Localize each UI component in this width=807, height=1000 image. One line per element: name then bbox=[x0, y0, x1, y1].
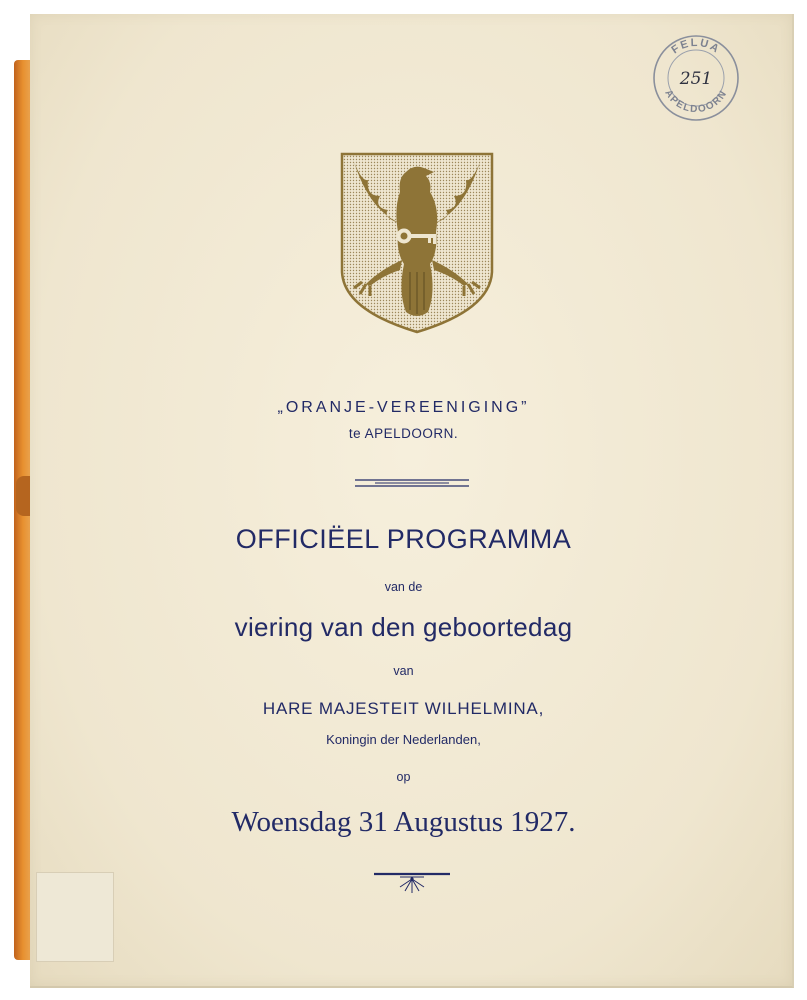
event-date: Woensdag 31 Augustus 1927. bbox=[231, 806, 576, 838]
sunburst-ornament-icon bbox=[372, 871, 452, 897]
library-label-sticker bbox=[36, 872, 114, 962]
svg-text:FELUA: FELUA bbox=[669, 36, 723, 57]
programme-title: OFFICIËEL PROGRAMMA bbox=[235, 524, 572, 554]
double-rule-divider bbox=[355, 477, 469, 489]
society-name: „ORANJE-VEREENIGING” bbox=[277, 399, 530, 416]
queen-name: HARE MAJESTEIT WILHELMINA, bbox=[262, 699, 545, 718]
title-connector-op: op bbox=[396, 770, 411, 784]
queen-title: Koningin der Nederlanden, bbox=[326, 732, 481, 747]
eagle-with-key-shield-icon bbox=[340, 152, 494, 334]
svg-text:APELDOORN: APELDOORN bbox=[662, 88, 730, 116]
programme-subject: viering van den geboortedag bbox=[234, 612, 573, 642]
title-connector-van-de: van de bbox=[384, 580, 423, 594]
library-stamp bbox=[652, 34, 740, 122]
title-connector-van: van bbox=[393, 664, 414, 678]
stamp-number: 251 bbox=[679, 69, 713, 89]
society-place: te APELDOORN. bbox=[348, 426, 459, 441]
